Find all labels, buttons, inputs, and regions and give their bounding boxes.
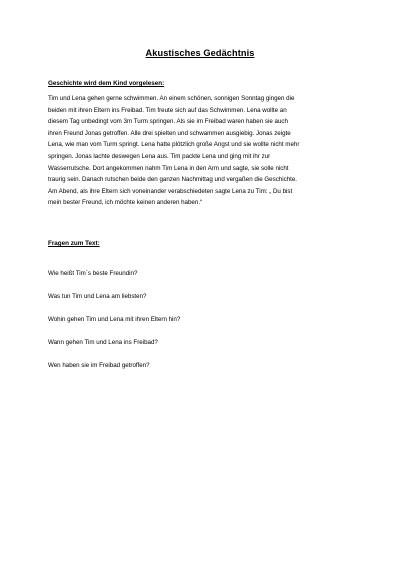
question-item: Wohin gehen Tim und Lena mit ihren Eltern hin? bbox=[48, 316, 181, 323]
story-line: diesem Tag unbedingt vom 3m Turm springen. Als sie im Freibad waren haben sie auch bbox=[48, 118, 288, 126]
story-line: beiden mit ihren Eltern ins Freibad. Tim freute sich auf das Schwimmen. Lena wollte an bbox=[48, 106, 287, 114]
story-line: Am Abend, als ihre Eltern sich voneinander verabschiedeten sagte Lena zu Tim: „ Du bist bbox=[48, 187, 293, 195]
question-item: Wann gehen Tim und Lena ins Freibad? bbox=[48, 339, 158, 346]
question-item: Wie heißt Tim`s beste Freundin? bbox=[48, 270, 138, 277]
question-item: Was tun Tim und Lena am liebsten? bbox=[48, 293, 147, 300]
story-line: Tim und Lena gehen gerne schwimmen. An einem schönen, sonnigen Sonntag gingen die bbox=[48, 95, 295, 102]
story-line: traurig sein. Danach rutschen beide den ganzen Nachmittag und vergaßen die Geschichte. bbox=[48, 176, 298, 184]
story-line: mein bester Freund, ich möchte keinen anderen haben.“ bbox=[48, 199, 203, 207]
question-item: Wen haben sie im Freibad getroffen? bbox=[48, 362, 150, 369]
questions-heading: Fragen zum Text: bbox=[48, 240, 100, 247]
story-line: springen. Jonas lachte deswegen Lena aus. Tim packte Lena und ging mit ihr zur bbox=[48, 152, 271, 160]
story-line: Lena, wie man vom Turm springt. Lena hatte plötzlich große Angst und sie wollte nicht mehr bbox=[48, 141, 300, 149]
story-heading: Geschichte wird dem Kind vorgelesen: bbox=[48, 80, 165, 87]
story-line: Wasserrutsche. Dort angekommen nahm Tim Lena in den Arm und sagte, sie solle nicht bbox=[48, 164, 289, 172]
story-line: ihren Freund Jonas getroffen. Alle drei spielten und schwammen ausgiebig. Jonas zeigte bbox=[48, 129, 291, 137]
story-text bbox=[48, 93, 358, 209]
page-title: Akustisches Gedächtnis bbox=[145, 48, 255, 58]
